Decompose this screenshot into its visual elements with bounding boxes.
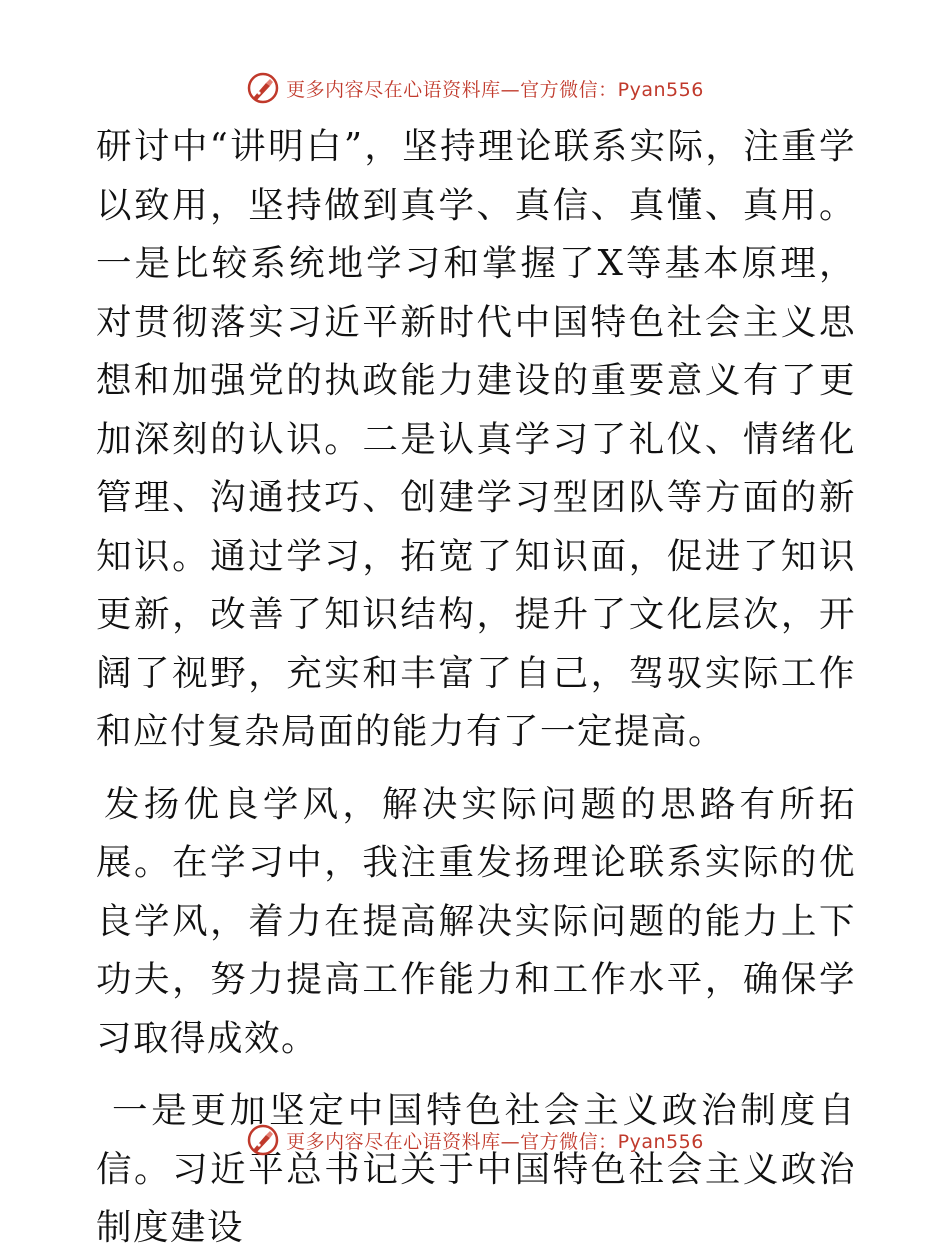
paragraph-2: 发扬优良学风，解决实际问题的思路有所拓展。在学习中，我注重发扬理论联系实际的优良学风，着力在提高解决实际问题的能力上下功夫，努力提高工作能力和工作水平，确保学习取得成效。 <box>96 783 856 1059</box>
pen-logo-icon <box>246 1123 280 1157</box>
paragraph-3: 一是更加坚定中国特色社会主义政治制度自信。习近平总书记关于中国特色社会主义政治制度建设 <box>96 1090 856 1248</box>
paragraph-1: 研讨中“讲明白”，坚持理论联系实际，注重学以致用，坚持做到真学、真信、真懂、真用。一是比较系统地学习和掌握了X等基本原理，对贯彻落实习近平新时代中国特色社会主义思想和加强党的执政能力建设的重要意义有了更加深刻的认识。二是认真学习了礼仪、情绪化管理、沟通技巧、创建学习型团队等方面的新知识。通过学习，拓宽了知识面，促进了知识更新，改善了知识结构，提升了文化层次，开阔了视野，充实和丰富了自己，驾驭实际工作和应付复杂局面的能力有了一定提高。 <box>96 126 856 752</box>
banner-text: 更多内容尽在心语资料库—官方微信：Pyan556 <box>286 78 704 101</box>
header-banner <box>0 68 950 108</box>
banner-text: 更多内容尽在心语资料库—官方微信：Pyan556 <box>286 1130 704 1153</box>
footer-banner <box>0 1120 950 1160</box>
pen-logo-icon <box>246 71 280 105</box>
document-body <box>96 118 856 1258</box>
